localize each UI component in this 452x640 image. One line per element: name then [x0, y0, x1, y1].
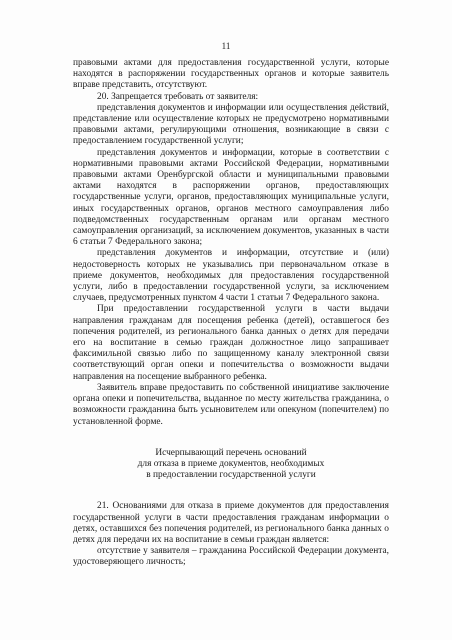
section-heading-line: для отказа в приеме документов, необходимых [137, 458, 325, 469]
section-heading-line: Исчерпывающий перечень оснований [155, 447, 307, 458]
section-heading-line: в предоставлении государственной услуги [146, 470, 316, 481]
paragraph: При предоставлении государственной услуги в части выдачи направления гражданам для посещения ребенка (детей), оставшегося без попечения родителей, из регионального банка данных о детях для передачи его на воспитание в семью граждан должностное лицо запрашивает факсимильной связью либо по защищенному каналу электронной связи соответствующий орган опеки и попечительства о возможности выдачи направления на посещение выбранного ребенка. [73, 304, 389, 382]
paragraph: представления документов и информации или осуществления действий, представление или осуществление которых не предусмотрено нормативными правовыми актами, регулирующими отношения, возникающие в связи с предоставлением государственной услуги; [73, 102, 389, 147]
paragraph: 20. Запрещается требовать от заявителя: [97, 91, 259, 102]
paragraph: отсутствие у заявителя – гражданина Российской Федерации документа, удостоверяющего личность; [73, 546, 389, 568]
paragraph: 21. Основаниями для отказа в приеме документов для предоставления государственной услуги в части предоставления гражданам информации о детях, оставшихся без попечения родителей, из регионального банка данных о детях для передачи их на воспитание в семьи граждан является: [73, 501, 389, 545]
paragraph: правовыми актами для предоставления государственной услуги, которые находятся в распоряжении государственных органов и которые заявитель вправе представить, отсутствуют. [73, 58, 389, 91]
paragraph: представления документов и информации, которые в соответствии с нормативными правовыми актами Российской Федерации, нормативными правовыми актами Оренбургской области и муниципальными правовыми актами находятся в распоряжении органов, предоставляющих государственные услуги, органов, предоставляющих муниципальные услуги, иных государственных органов, органов местного самоуправления либо подведомственных государственным органам или органам местного самоуправления организаций, за исключением документов, указанных в части 6 статьи 7 Федерального закона; [73, 147, 389, 248]
document-body [73, 58, 389, 569]
paragraph: Заявитель вправе предоставить по собственной инициативе заключение органа опеки и попечительства, выданное по месту жительства гражданина, о возможности гражданина быть усыновителем или опекуном (попечителем) по установленной форме. [73, 382, 389, 427]
page-number: 11 [221, 41, 231, 51]
paragraph: представления документов и информации, отсутствие и (или) недостоверность которых не указывались при первоначальном отказе в приеме документов, необходимых для предоставления государственной услуги, либо в предоставлении государственной услуги, за исключением случаев, предусмотренных пунктом 4 части 1 статьи 7 Федерального закона. [73, 248, 389, 304]
section-heading [73, 448, 389, 482]
